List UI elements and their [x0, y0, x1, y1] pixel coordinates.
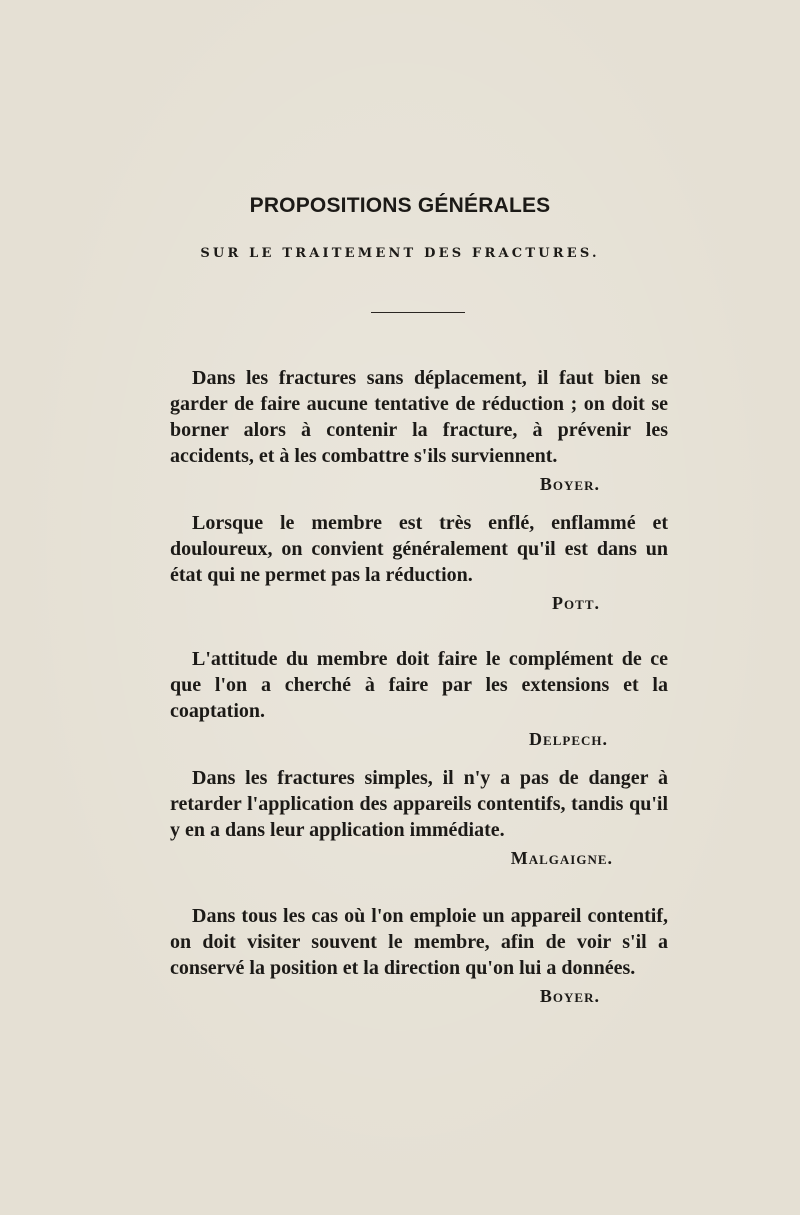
proposition-text: Dans les fractures sans déplacement, il faut bien se garder de faire aucune tentative de réduction ; on doit se borner alors à contenir la fracture, à prévenir les accidents, et à les combattre s'ils surviennent.	[170, 367, 668, 467]
page-title: PROPOSITIONS GÉNÉRALES	[249, 194, 551, 217]
proposition-author: Malgaigne.	[510, 848, 613, 868]
title-divider	[371, 312, 465, 313]
proposition-text: Lorsque le membre est très enflé, enflammé et douloureux, on convient généralement qu'il est dans un état qui ne permet pas la réduction.	[170, 512, 668, 586]
proposition	[170, 365, 668, 495]
proposition-author: Delpech.	[529, 729, 608, 749]
proposition-text: Dans tous les cas où l'on emploie un appareil contentif, on doit visiter souvent le membre, afin de voir s'il a conservé la position et la direction qu'on lui a données.	[170, 905, 668, 979]
page-subtitle: SUR LE TRAITEMENT DES FRACTURES.	[200, 246, 600, 261]
proposition-author: Boyer.	[539, 474, 600, 494]
proposition	[170, 646, 668, 750]
proposition	[170, 903, 668, 1007]
proposition	[170, 510, 668, 614]
proposition	[170, 765, 668, 869]
proposition-text: Dans les fractures simples, il n'y a pas de danger à retarder l'application des appareils contentifs, tandis qu'il y en a dans leur application immédiate.	[170, 767, 668, 841]
proposition-author: Boyer.	[539, 986, 600, 1006]
proposition-text: L'attitude du membre doit faire le complément de ce que l'on a cherché à faire par les extensions et la coaptation.	[170, 648, 668, 722]
proposition-author: Pott.	[552, 593, 600, 613]
